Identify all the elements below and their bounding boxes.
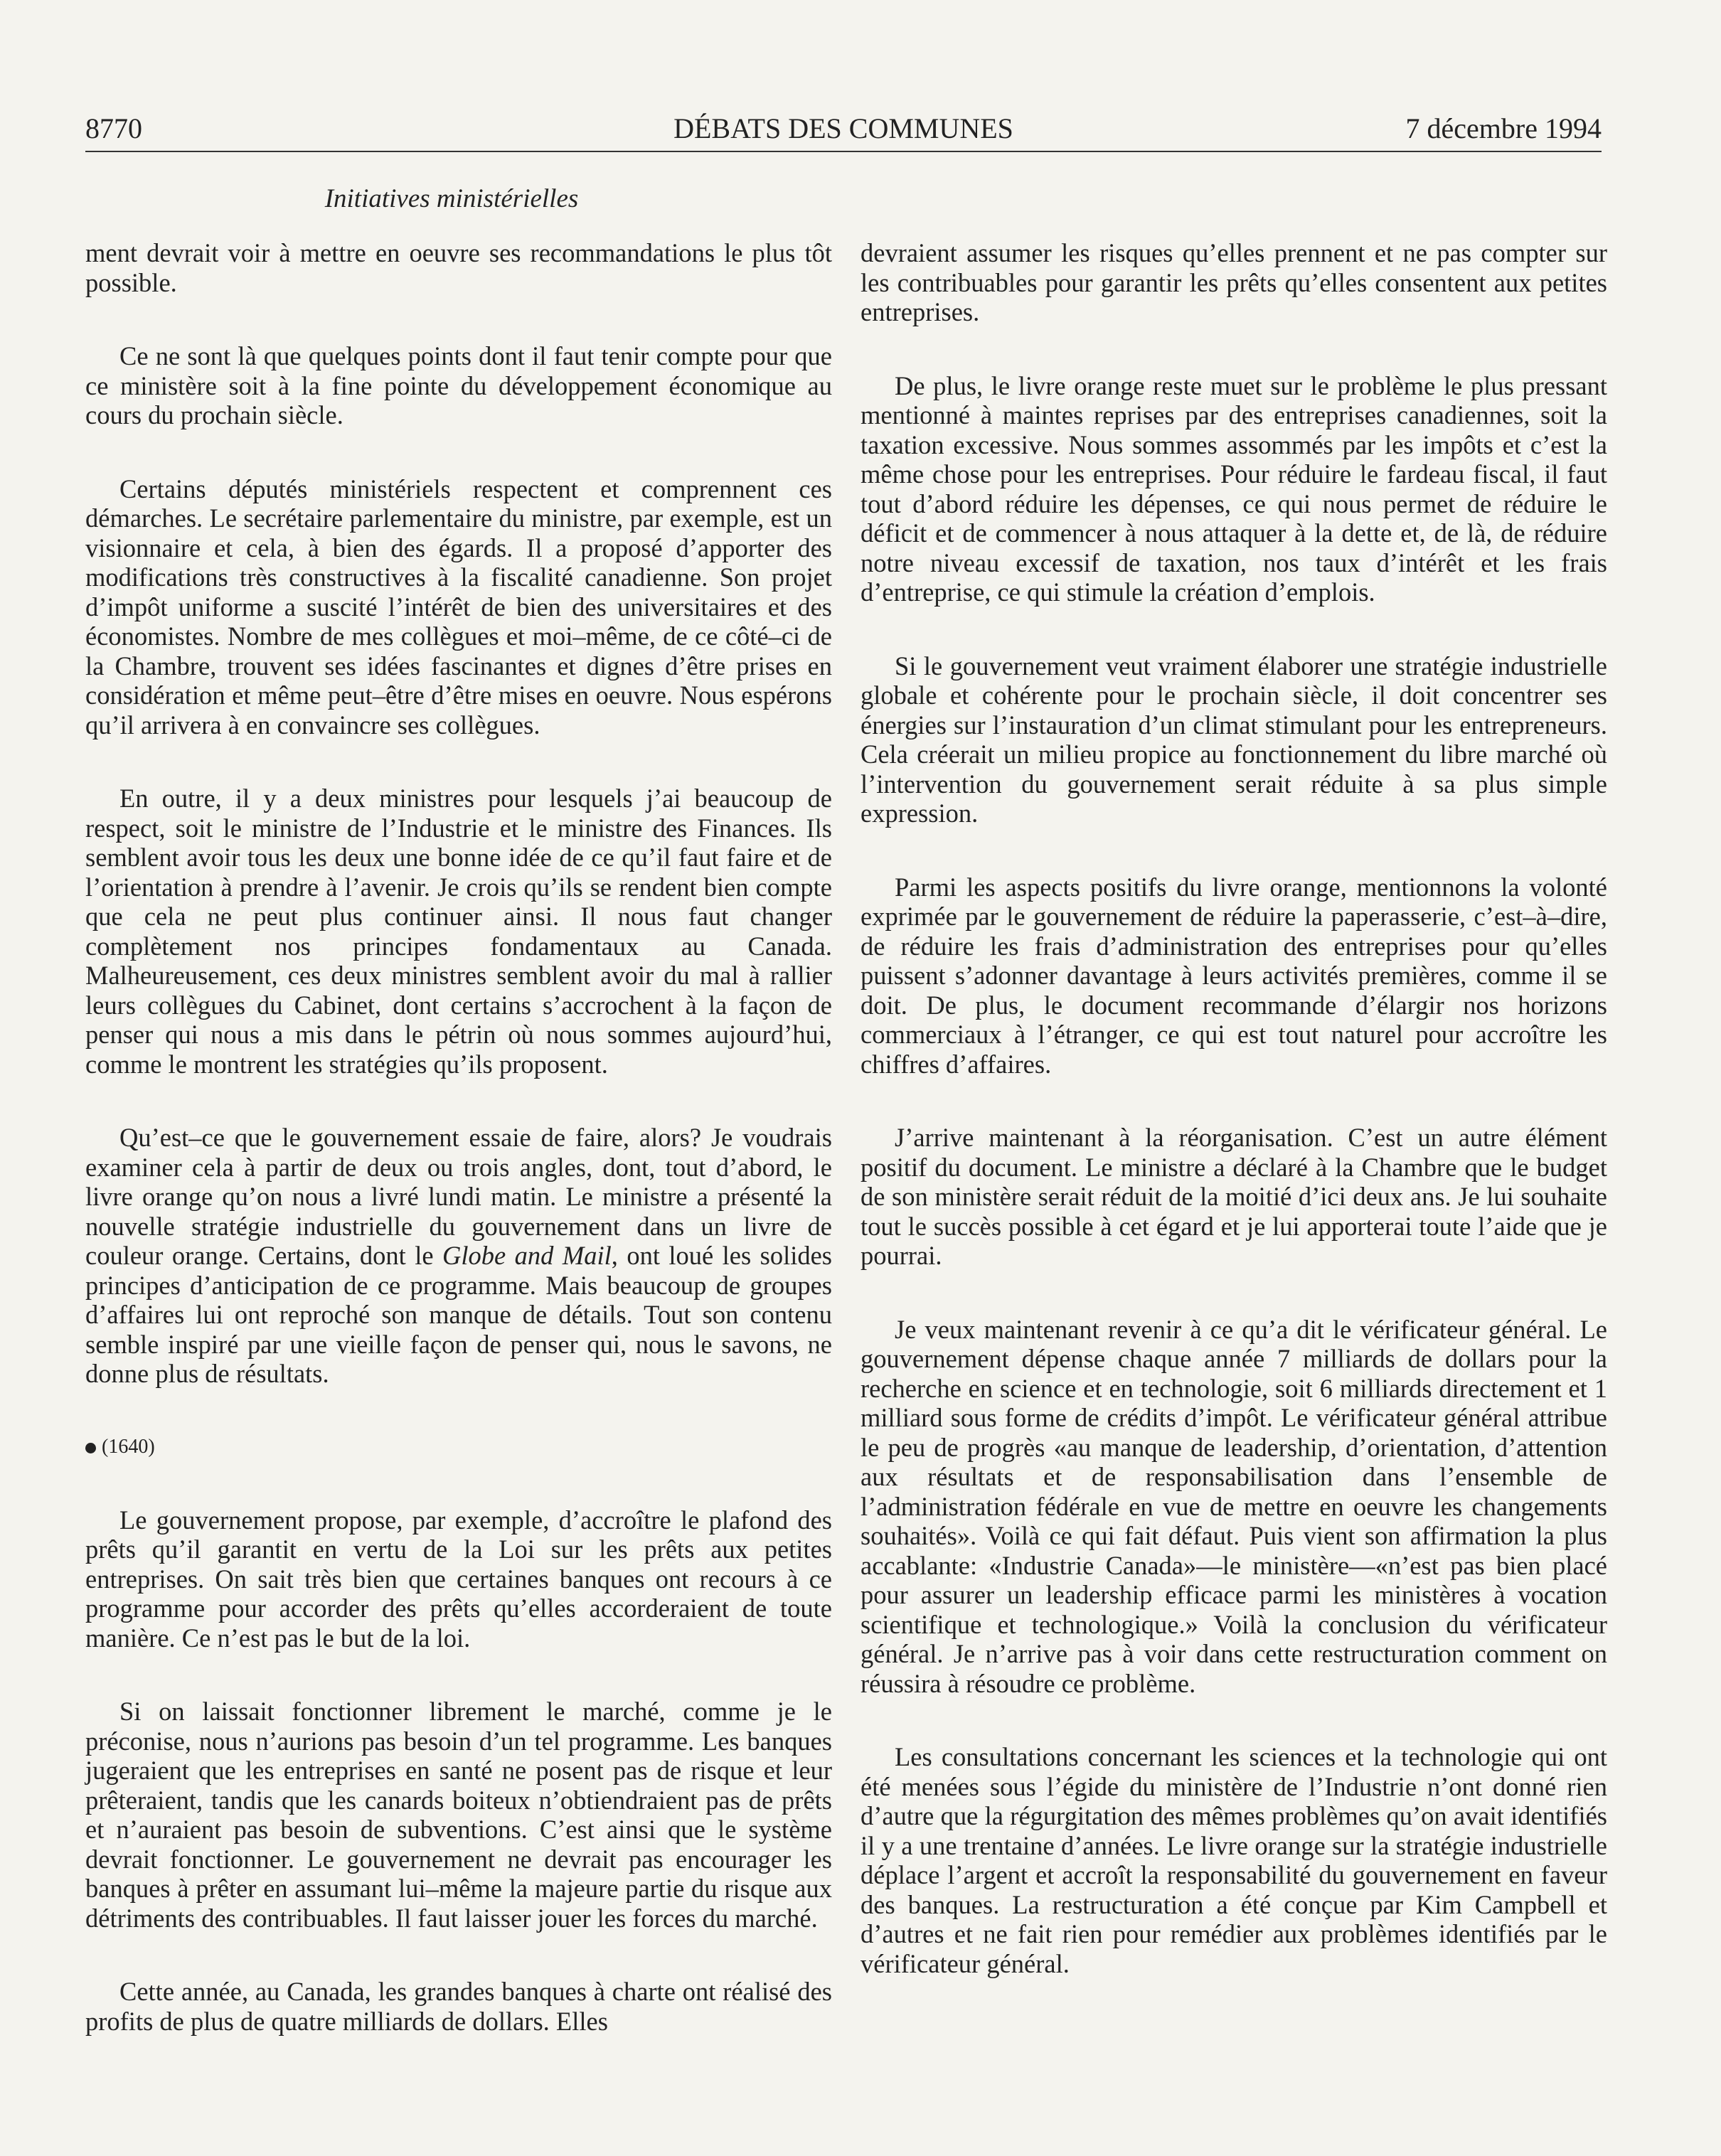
paragraph: devraient assumer les risques qu’elles prennent et ne pas compter sur les contribuables pour garantir les prêts qu’elles consentent aux petites entreprises. bbox=[860, 238, 1607, 326]
paragraph: En outre, il y a deux ministres pour lesquels j’ai beaucoup de respect, soit le ministre de l’Industrie et le ministre des Finances. Ils semblent avoir tous les deux une bonne idée de ce qu’il faut faire et de l’orientation à prendre à l’avenir. Je crois qu’ils se rendent bien compte que cela ne peut plus continuer ainsi. Il nous faut changer complètement nos principes fondamentaux au Canada. Malheureusement, ces deux ministres semblent avoir du mal à rallier leurs collègues du Cabinet, dont certains s’accrochent à la façon de penser qui nous a mis dans le pétrin où nous sommes aujourd’hui, comme le montrent les stratégies qu’ils proposent. bbox=[85, 784, 832, 1079]
paragraph: Si le gouvernement veut vraiment élaborer une stratégie industrielle globale et cohérente pour le prochain siècle, il doit concentrer ses énergies sur l’instauration d’un climat stimulant pour les entrepreneurs. Cela créerait un milieu propice au fonctionnement du libre marché où l’intervention du gouvernement serait réduite à sa plus simple expression. bbox=[860, 651, 1607, 828]
paragraph: Cette année, au Canada, les grandes banques à charte ont réalisé des profits de plus de quatre milliards de dollars. Elles bbox=[85, 1977, 832, 2036]
paragraph: Le gouvernement propose, par exemple, d’accroître le plafond des prêts qu’il garantit en vertu de la Loi sur les prêts aux petites entreprises. On sait très bien que certaines banques ont recours à ce programme pour accorder des prêts qu’elles accorderaient de toute manière. Ce n’est pas le but de la loi. bbox=[85, 1505, 832, 1653]
paragraph: Je veux maintenant revenir à ce qu’a dit le vérificateur général. Le gouvernement dépense chaque année 7 milliards de dollars pour la recherche en science et en technologie, soit 6 milliards directement et 1 milliard sous forme de crédits d’impôt. Le vérificateur général attribue le peu de progrès «au manque de leadership, d’orientation, d’attention aux résultats et de responsabilisation dans l’ensemble de l’administration fédérale en vue de mettre en oeuvre les changements souhaités». Voilà ce qui fait défaut. Puis vient son affirmation la plus accablante: «Industrie Canada»—le ministère—«n’est pas bien placé pour assurer un leadership efficace parmi les ministères à vocation scientifique et technologique.» Voilà la conclusion du vérificateur général. Je n’arrive pas à voir dans cette restructuration comment on réussira à résoudre ce problème. bbox=[860, 1314, 1607, 1698]
paragraph: J’arrive maintenant à la réorganisation. C’est un autre élément positif du document. Le ministre a déclaré à la Chambre que le budget de son ministère serait réduit de la moitié d’ici deux ans. Je lui souhaite tout le succès possible à cet égard et je lui apporterai toute l’aide que je pourrai. bbox=[860, 1123, 1607, 1270]
paragraph: Certains députés ministériels respectent et comprennent ces démarches. Le secrétaire parlementaire du ministre, par exemple, est un visionnaire et cela, à bien des égards. Il a proposé d’apporter des modifications très constructives à la fiscalité canadienne. Son projet d’impôt uniforme a suscité l’intérêt de bien des universitaires et des économistes. Nombre de mes collègues et moi–même, de ce côté–ci de la Chambre, trouvent ses idées fascinantes et dignes d’être prises en considération et même peut–être d’être mises en oeuvre. Nous espérons qu’il arrivera à en convaincre ses collègues. bbox=[85, 474, 832, 740]
right-column bbox=[860, 238, 1607, 2022]
paragraph-text: Qu’est–ce que le gouvernement essaie de faire, alors? Je voudrais examiner cela à partir de deux ou trois angles, dont, tout d’abord, le livre orange qu’on nous a livré lundi matin. Le ministre a présenté la nouvelle stratégie industrielle du gouvernement dans un livre de couleur orange. Certains, dont le bbox=[85, 1123, 832, 1270]
paragraph bbox=[85, 1123, 832, 1389]
paragraph: Les consultations concernant les sciences et la technologie qui ont été menées sous l’égide du ministère de l’Industrie n’ont donné rien d’autre que la régurgitation des mêmes problèmes qu’on avait identifiés il y a une trentaine d’années. Le livre orange sur la stratégie industrielle déplace l’argent et accroît la responsabilité du gouvernement en faveur des banques. La restructuration a été conçue par Kim Campbell et d’autres et ne fait rien pour remédier aux problèmes identifiés par le vérificateur général. bbox=[860, 1742, 1607, 1978]
header-rule bbox=[85, 151, 1602, 152]
paragraph: Si on laissait fonctionner librement le marché, comme je le préconise, nous n’aurions pas besoin d’un tel programme. Les banques jugeraient que les entreprises en santé ne posent pas de risque et leur prêteraient, tandis que les canards boiteux n’obtiendraient pas de prêts et n’auraient pas besoin de subventions. C’est ainsi que le système devrait fonctionner. Le gouvernement ne devrait pas encourager les banques à prêter en assumant lui–même la majeure partie du risque aux détriments des contribuables. Il faut laisser jouer les forces du marché. bbox=[85, 1697, 832, 1933]
left-column bbox=[85, 238, 832, 2080]
time-marker-text: (1640) bbox=[102, 1435, 155, 1458]
publication-date: 7 décembre 1994 bbox=[1405, 112, 1602, 144]
paragraph: Ce ne sont là que quelques points dont il faut tenir compte pour que ce ministère soit à la fine pointe du développement économique au cours du prochain siècle. bbox=[85, 341, 832, 429]
time-marker bbox=[85, 1433, 832, 1461]
paragraph: ment devrait voir à mettre en oeuvre ses recommandations le plus tôt possible. bbox=[85, 238, 832, 297]
paragraph: De plus, le livre orange reste muet sur le problème le plus pressant mentionné à maintes reprises par des entreprises canadiennes, soit la taxation excessive. Nous sommes assommés par les impôts et c’est la même chose pour les entreprises. Pour réduire le fardeau fiscal, il faut tout d’abord réduire les dépenses, ce qui nous permet de réduire le déficit et de commencer à nous attaquer à la dette et, de là, de réduire notre niveau excessif de taxation, nos taux d’intérêt et les frais d’entreprise, ce qui stimule la création d’emplois. bbox=[860, 370, 1607, 607]
section-title: Initiatives ministérielles bbox=[324, 184, 579, 213]
bullet-icon bbox=[85, 1443, 96, 1453]
newspaper-name: Globe and Mail bbox=[442, 1241, 612, 1270]
page-number: 8770 bbox=[85, 112, 142, 144]
page-header bbox=[85, 107, 1602, 151]
publication-title: DÉBATS DES COMMUNES bbox=[673, 112, 1013, 144]
paragraph-text: , ont loué les solides principes d’anticipation de ce programme. Mais beaucoup de groupes d’affaires lui ont reproché son manque de détails. Tout son contenu semble inspiré par une vieille façon de penser qui, nous le savons, ne donne plus de résultats. bbox=[85, 1241, 833, 1388]
paragraph: Parmi les aspects positifs du livre orange, mentionnons la volonté exprimée par le gouvernement de réduire la paperasserie, c’est–à–dire, de réduire les frais d’administration des entreprises pour qu’elles puissent s’adonner davantage à leurs activités premières, comme il se doit. De plus, le document recommande d’élargir nos horizons commerciaux à l’étranger, ce qui est tout naturel pour accroître les chiffres d’affaires. bbox=[860, 872, 1607, 1079]
